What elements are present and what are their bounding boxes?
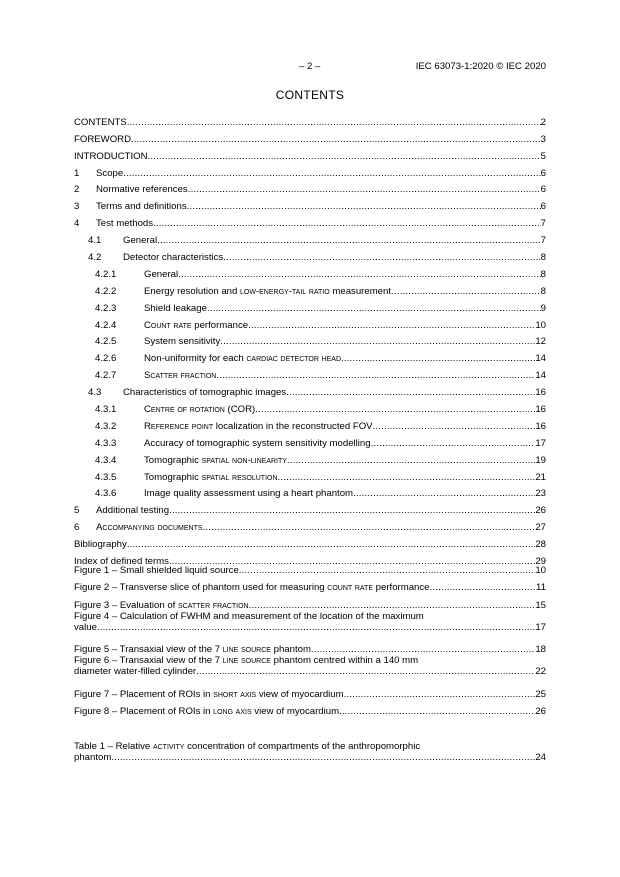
tables-list bbox=[74, 741, 546, 769]
figure-title: Figure 3 – Evaluation of scatter fraction bbox=[74, 599, 249, 611]
toc-entry-page: 19 bbox=[535, 454, 546, 466]
toc-entry[interactable] bbox=[74, 162, 546, 179]
dot-leader bbox=[153, 218, 541, 229]
toc-entry-title: Bibliography bbox=[74, 539, 127, 551]
toc-entry-page: 27 bbox=[535, 522, 546, 534]
toc-entry-number: 4.2.1 bbox=[95, 268, 117, 280]
toc-entry[interactable] bbox=[74, 533, 546, 550]
page-header bbox=[74, 61, 546, 75]
toc-entry-title: CONTENTS bbox=[74, 116, 127, 128]
dot-leader bbox=[278, 472, 536, 483]
toc-entry-title: Non-uniformity for each cardiac detector head bbox=[144, 353, 342, 365]
dot-leader bbox=[344, 689, 536, 700]
dot-leader bbox=[127, 539, 536, 550]
toc-entry-title: Terms and definitions bbox=[96, 201, 187, 213]
figure-entry[interactable] bbox=[74, 700, 546, 717]
toc-entry[interactable] bbox=[74, 280, 546, 297]
dot-leader bbox=[148, 151, 541, 162]
toc-entry-title: Tomographic spatial non-linearity bbox=[144, 454, 287, 466]
toc-entry-page: 2 bbox=[540, 116, 546, 128]
figure-entry[interactable] bbox=[74, 655, 546, 683]
toc-entry-title: Accuracy of tomographic system sensitivity modelling bbox=[144, 437, 371, 449]
toc-entry-number: 2 bbox=[74, 184, 80, 196]
toc-entry[interactable] bbox=[74, 364, 546, 381]
dot-leader bbox=[169, 505, 535, 516]
toc-entry[interactable] bbox=[74, 128, 546, 145]
dot-leader bbox=[123, 168, 540, 179]
dot-leader bbox=[391, 286, 541, 297]
dot-leader bbox=[203, 522, 536, 533]
toc-entry-page: 6 bbox=[540, 184, 546, 196]
toc-entry[interactable] bbox=[74, 347, 546, 364]
figure-page: 10 bbox=[535, 565, 546, 577]
figure-page: 11 bbox=[536, 582, 546, 594]
toc-entry-page: 6 bbox=[540, 167, 546, 179]
toc-entry-title: Image quality assessment using a heart phantom bbox=[144, 488, 354, 500]
toc-entry-page: 21 bbox=[535, 471, 546, 483]
toc-entry[interactable] bbox=[74, 466, 546, 483]
dot-leader bbox=[97, 622, 535, 633]
toc-entry-number: 4.1 bbox=[88, 235, 102, 247]
figure-page: 22 bbox=[535, 666, 546, 678]
toc-entry-page: 26 bbox=[535, 505, 546, 517]
toc-entry-page: 8 bbox=[540, 252, 546, 264]
figure-entry[interactable] bbox=[74, 559, 546, 576]
toc-entry-page: 8 bbox=[540, 268, 546, 280]
toc-entry-number: 4.2.2 bbox=[95, 285, 117, 297]
toc-entry-title: System sensitivity bbox=[144, 336, 221, 348]
dot-leader bbox=[287, 455, 535, 466]
toc-entry-page: 23 bbox=[535, 488, 546, 500]
toc-entry-title: Characteristics of tomographic images bbox=[123, 387, 287, 399]
figure-title: Figure 8 – Placement of ROIs in long axis view of myocardium bbox=[74, 706, 340, 718]
dot-leader bbox=[286, 387, 535, 398]
toc-entry[interactable] bbox=[74, 331, 546, 348]
toc-entry-title: General bbox=[144, 268, 179, 280]
toc-entry-title: Detector characteristics bbox=[123, 252, 224, 264]
toc-entry-title: Energy resolution and low-energy-tail ratio measurement bbox=[144, 285, 392, 297]
toc-entry-title: Reference point localization in the reconstructed FOV bbox=[144, 420, 373, 432]
toc-entry-title: Shield leakage bbox=[144, 302, 207, 314]
toc-entry-number: 5 bbox=[74, 505, 80, 517]
toc-entry-page: 17 bbox=[535, 437, 546, 449]
dot-leader bbox=[341, 353, 535, 364]
toc-entry[interactable] bbox=[74, 415, 546, 432]
dot-leader bbox=[248, 320, 535, 331]
toc-entry[interactable] bbox=[74, 449, 546, 466]
dot-leader bbox=[339, 706, 535, 717]
toc-entry-page: 29 bbox=[535, 556, 546, 568]
toc-entry-page: 9 bbox=[540, 302, 546, 314]
toc-entry-title: Count rate performance bbox=[144, 319, 249, 331]
toc-entry[interactable] bbox=[74, 432, 546, 449]
figure-entry[interactable] bbox=[74, 611, 546, 639]
toc-entry-title: Scope bbox=[96, 167, 124, 179]
toc-entry-page: 28 bbox=[535, 539, 546, 551]
toc-entry-page: 6 bbox=[540, 201, 546, 213]
toc-entry-page: 12 bbox=[535, 336, 546, 348]
figure-page: 25 bbox=[535, 688, 546, 700]
dot-leader bbox=[188, 184, 541, 195]
dot-leader bbox=[131, 134, 541, 145]
toc-entry-number: 4.2.6 bbox=[95, 353, 117, 365]
toc-entry-title: Centre of rotation (COR) bbox=[144, 404, 256, 416]
toc-entry[interactable] bbox=[74, 499, 546, 516]
toc-entry-page: 16 bbox=[535, 404, 546, 416]
figure-title-line2-row bbox=[74, 622, 546, 633]
contents-title: CONTENTS bbox=[275, 88, 345, 102]
figure-title: Figure 2 – Transverse slice of phantom used for measuring count rate performance bbox=[74, 582, 430, 594]
dot-leader bbox=[111, 752, 535, 763]
toc-entry[interactable] bbox=[74, 179, 546, 196]
toc-entry-number: 6 bbox=[74, 522, 80, 534]
table-title-line2: phantom bbox=[74, 752, 112, 763]
dot-leader bbox=[239, 565, 536, 576]
toc-entry[interactable] bbox=[74, 516, 546, 533]
toc-entry-page: 10 bbox=[535, 319, 546, 331]
figure-page: 15 bbox=[535, 599, 546, 611]
figure-title-line1: Figure 4 – Calculation of FWHM and measurement of the location of the maximum bbox=[74, 610, 424, 622]
toc-entry-title: Accompanying documents bbox=[96, 522, 203, 534]
dot-leader bbox=[207, 303, 541, 314]
toc-entry[interactable] bbox=[74, 246, 546, 263]
figure-entry[interactable] bbox=[74, 683, 546, 700]
toc-entry-number: 4.3.6 bbox=[95, 488, 117, 500]
toc-entry-number: 4.3.1 bbox=[95, 404, 117, 416]
toc-entry[interactable] bbox=[74, 212, 546, 229]
figure-title-line1: Figure 6 – Transaxial view of the 7 line source phantom centred within a 140 mm bbox=[74, 655, 419, 667]
toc-entry-title: Scatter fraction bbox=[144, 370, 217, 382]
toc-entry[interactable] bbox=[74, 398, 546, 415]
toc-entry-title: Normative references bbox=[96, 184, 188, 196]
toc-entry-page: 14 bbox=[535, 353, 546, 365]
toc-entry-number: 4.3 bbox=[88, 387, 102, 399]
toc-entry-title: Index of defined terms bbox=[74, 556, 169, 568]
toc-entry[interactable] bbox=[74, 145, 546, 162]
toc-entry-page: 8 bbox=[540, 285, 546, 297]
toc-entry-number: 4.3.2 bbox=[95, 420, 117, 432]
toc-entry-title: INTRODUCTION bbox=[74, 150, 148, 162]
toc-entry-page: 7 bbox=[540, 218, 546, 230]
toc-entry-page: 7 bbox=[540, 235, 546, 247]
toc-entry-number: 4.2.4 bbox=[95, 319, 117, 331]
toc-entry-number: 4.3.3 bbox=[95, 437, 117, 449]
page-number: – 2 – bbox=[299, 61, 321, 72]
toc-entry-title: Additional testing bbox=[96, 505, 170, 517]
standard-identifier: IEC 63073-1:2020 © IEC 2020 bbox=[415, 61, 546, 72]
figure-title-line2: diameter water-filled cylinder bbox=[74, 666, 197, 678]
toc-entry[interactable] bbox=[74, 195, 546, 212]
figure-page: 17 bbox=[535, 621, 546, 633]
toc-entry-title: General bbox=[123, 235, 158, 247]
dot-leader bbox=[157, 235, 541, 246]
toc-entry[interactable] bbox=[74, 297, 546, 314]
dot-leader bbox=[127, 117, 541, 128]
toc-entry-page: 16 bbox=[535, 387, 546, 399]
figure-title-line2-row bbox=[74, 666, 546, 677]
dot-leader bbox=[196, 666, 535, 677]
toc-entry[interactable] bbox=[74, 263, 546, 280]
dot-leader bbox=[223, 252, 540, 263]
figure-entry[interactable] bbox=[74, 576, 546, 593]
figures-list bbox=[74, 559, 546, 717]
toc-list bbox=[74, 111, 546, 567]
toc-entry-number: 3 bbox=[74, 201, 80, 213]
toc-entry-number: 4.2 bbox=[88, 252, 102, 264]
toc-entry-page: 16 bbox=[535, 420, 546, 432]
toc-entry-number: 1 bbox=[74, 167, 80, 179]
toc-entry-number: 4.3.5 bbox=[95, 471, 117, 483]
dot-leader bbox=[430, 582, 537, 593]
toc-entry-title: Tomographic spatial resolution bbox=[144, 471, 278, 483]
figure-page: 18 bbox=[535, 644, 546, 656]
dot-leader bbox=[178, 269, 541, 280]
toc-entry-page: 14 bbox=[535, 370, 546, 382]
toc-entry-number: 4.2.7 bbox=[95, 370, 117, 382]
toc-entry-number: 4.2.5 bbox=[95, 336, 117, 348]
dot-leader bbox=[220, 336, 535, 347]
dot-leader bbox=[255, 404, 535, 415]
dot-leader bbox=[216, 370, 535, 381]
toc-entry-number: 4.3.4 bbox=[95, 454, 117, 466]
dot-leader bbox=[187, 201, 541, 212]
figure-entry[interactable] bbox=[74, 638, 546, 655]
toc-entry-page: 5 bbox=[540, 150, 546, 162]
toc-entry[interactable] bbox=[74, 483, 546, 500]
toc-entry-title: Test methods bbox=[96, 218, 154, 230]
dot-leader bbox=[249, 600, 536, 611]
dot-leader bbox=[371, 438, 536, 449]
toc-entry[interactable] bbox=[74, 314, 546, 331]
toc-entry[interactable] bbox=[74, 229, 546, 246]
dot-leader bbox=[373, 421, 536, 432]
figure-entry[interactable] bbox=[74, 593, 546, 610]
toc-entry-number: 4 bbox=[74, 218, 80, 230]
toc-entry[interactable] bbox=[74, 111, 546, 128]
dot-leader bbox=[311, 644, 535, 655]
figure-title: Figure 5 – Transaxial view of the 7 line source phantom bbox=[74, 644, 311, 656]
figure-title-line2: value bbox=[74, 621, 97, 633]
toc-entry[interactable] bbox=[74, 381, 546, 398]
table-title-line2-row bbox=[74, 752, 546, 763]
table-page: 24 bbox=[535, 752, 546, 763]
figure-title: Figure 7 – Placement of ROIs in short axis view of myocardium bbox=[74, 688, 344, 700]
toc-entry-page: 3 bbox=[540, 133, 546, 145]
dot-leader bbox=[353, 488, 535, 499]
table-title-line1: Table 1 – Relative activity concentration of compartments of the anthropomorphic bbox=[74, 741, 421, 752]
figure-page: 26 bbox=[535, 706, 546, 718]
toc-entry-title: FOREWORD bbox=[74, 133, 132, 145]
table-entry[interactable] bbox=[74, 741, 546, 769]
toc-entry-number: 4.2.3 bbox=[95, 302, 117, 314]
figure-title: Figure 1 – Small shielded liquid source bbox=[74, 565, 239, 577]
